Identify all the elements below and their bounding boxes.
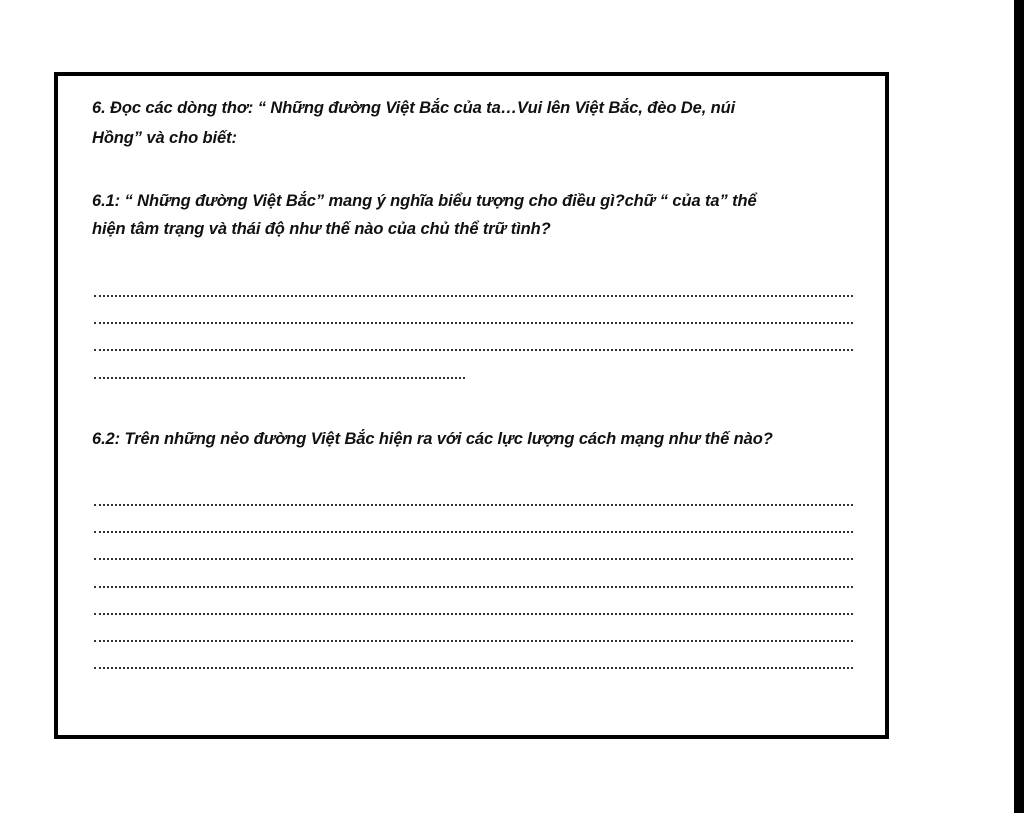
question-6-line-2: Hồng” và cho biết:	[92, 129, 237, 147]
answer-line-6-1-2[interactable]	[94, 322, 853, 324]
worksheet-box	[54, 72, 889, 739]
answer-line-6-1-4[interactable]	[94, 377, 465, 379]
question-6-line-1: 6. Đọc các dòng thơ: “ Những đường Việt Bắc của ta…Vui lên Việt Bắc, đèo De, núi	[92, 99, 736, 117]
answer-line-6-2-7[interactable]	[94, 667, 853, 669]
question-6-1-line-1: 6.1: “ Những đường Việt Bắc” mang ý nghĩa biểu tượng cho điều gì?chữ “ của ta” thể	[92, 192, 757, 210]
answer-line-6-2-6[interactable]	[94, 640, 853, 642]
answer-line-6-2-5[interactable]	[94, 613, 853, 615]
answer-line-6-2-2[interactable]	[94, 531, 853, 533]
answer-line-6-1-1[interactable]	[94, 295, 853, 297]
answer-line-6-2-1[interactable]	[94, 504, 853, 506]
question-6-1-line-2: hiện tâm trạng và thái độ như thế nào của chủ thể trữ tình?	[92, 220, 551, 238]
question-6-2-line-1: 6.2: Trên những nẻo đường Việt Bắc hiện ra với các lực lượng cách mạng như thế nào?	[92, 430, 773, 448]
answer-line-6-1-3[interactable]	[94, 349, 853, 351]
answer-line-6-2-3[interactable]	[94, 558, 853, 560]
answer-line-6-2-4[interactable]	[94, 586, 853, 588]
right-edge-bar	[1014, 0, 1024, 813]
